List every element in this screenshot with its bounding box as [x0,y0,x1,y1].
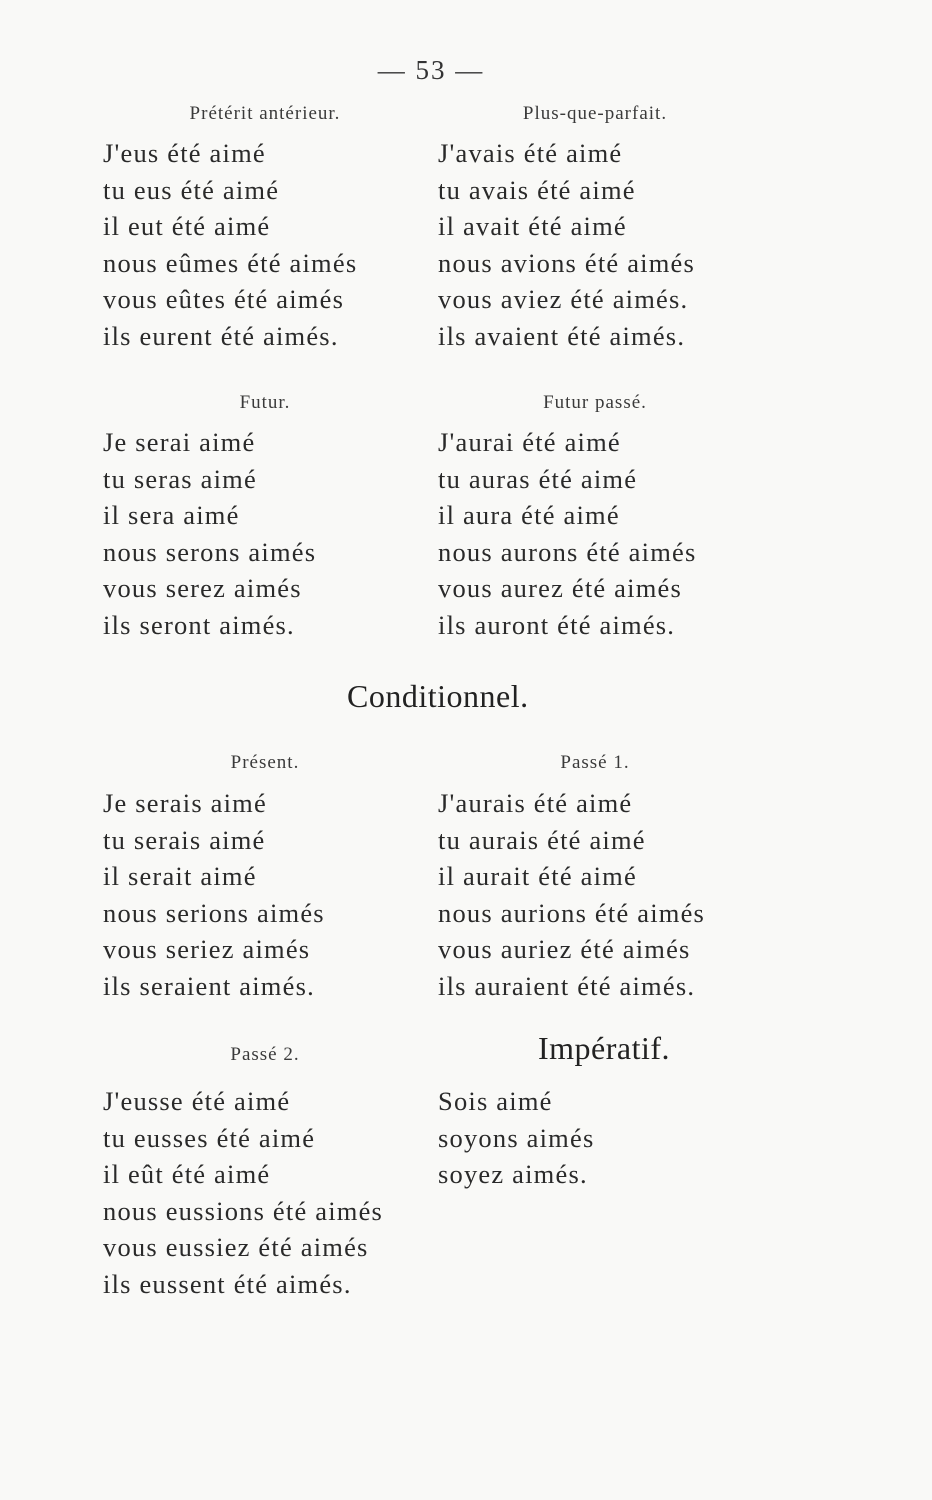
heading-plus-que-parfait: Plus-que-parfait. [522,103,668,124]
page-number: — 53 — [377,55,485,85]
heading-passe-2: Passé 2. [230,1044,300,1065]
heading-futur: Futur. [239,392,291,413]
conjugation-line: vous aviez été aimés. [438,284,689,314]
conjugation-line: ils avaient été aimés. [438,320,686,351]
heading-futur-passe: Futur passé. [543,392,647,413]
conjugation-line: ils seraient aimés. [103,970,315,1001]
conjugation-line: vous eûtes été aimés [103,284,345,314]
conjugation-line: nous serions aimés [103,897,325,928]
heading-preterit-anterieur: Prétérit antérieur. [189,103,341,124]
conjugation-line: soyez aimés. [438,1159,588,1189]
conjugation-line: vous seriez aimés [103,934,311,964]
list-present [103,785,325,1004]
conjugation-line: J'avais été aimé [438,138,623,168]
conjugation-line: nous eûmes été aimés [103,247,358,278]
conjugation-line: vous auriez été aimés [438,934,691,964]
section-title-imperatif: Impératif. [538,1030,671,1066]
list-plus-que-parfait [438,135,695,354]
conjugation-line: ils auront été aimés. [438,609,676,640]
list-passe-2 [103,1083,383,1302]
conjugation-line: soyons aimés [438,1122,595,1153]
conjugation-line: tu eus été aimé [103,174,280,205]
conjugation-line: nous aurions été aimés [438,897,706,928]
list-preterit-anterieur [103,135,357,354]
conjugation-line: tu serais aimé [103,824,266,855]
conjugation-line: ils eussent été aimés. [103,1268,352,1299]
list-passe-1 [438,785,705,1004]
list-imperatif [438,1083,594,1193]
conjugation-line: il aura été aimé [438,500,620,530]
conjugation-line: J'eus été aimé [103,138,266,168]
conjugation-line: tu auras été aimé [438,463,638,494]
section-title-conditionnel: Conditionnel. [347,678,529,714]
conjugation-line: Sois aimé [438,1086,553,1116]
conjugation-line: il sera aimé [103,500,240,530]
list-futur [103,424,316,643]
conjugation-line: nous serons aimés [103,536,317,567]
list-futur-passe [438,424,697,643]
conjugation-line: tu aurais été aimé [438,824,646,855]
conjugation-line: Je serais aimé [103,788,267,818]
conjugation-line: tu avais été aimé [438,174,636,205]
conjugation-line: tu seras aimé [103,463,257,494]
conjugation-line: J'aurai été aimé [438,427,621,457]
conjugation-line: J'aurais été aimé [438,788,633,818]
heading-passe-1: Passé 1. [560,752,630,773]
conjugation-line: ils auraient été aimés. [438,970,696,1001]
conjugation-line: il serait aimé [103,861,257,891]
conjugation-line: tu eusses été aimé [103,1122,316,1153]
conjugation-line: vous serez aimés [103,573,302,603]
heading-present: Présent. [230,752,300,773]
conjugation-line: il eût été aimé [103,1159,271,1189]
conjugation-line: Je serai aimé [103,427,256,457]
conjugation-line: ils eurent été aimés. [103,320,339,351]
conjugation-line: ils seront aimés. [103,609,295,640]
conjugation-line: nous avions été aimés [438,247,696,278]
conjugation-line: vous eussiez été aimés [103,1232,369,1262]
conjugation-line: nous eussions été aimés [103,1195,384,1226]
conjugation-line: il avait été aimé [438,211,627,241]
conjugation-line: il eut été aimé [103,211,271,241]
conjugation-line: vous aurez été aimés [438,573,682,603]
conjugation-line: il aurait été aimé [438,861,637,891]
conjugation-line: J'eusse été aimé [103,1086,291,1116]
conjugation-line: nous aurons été aimés [438,536,697,567]
